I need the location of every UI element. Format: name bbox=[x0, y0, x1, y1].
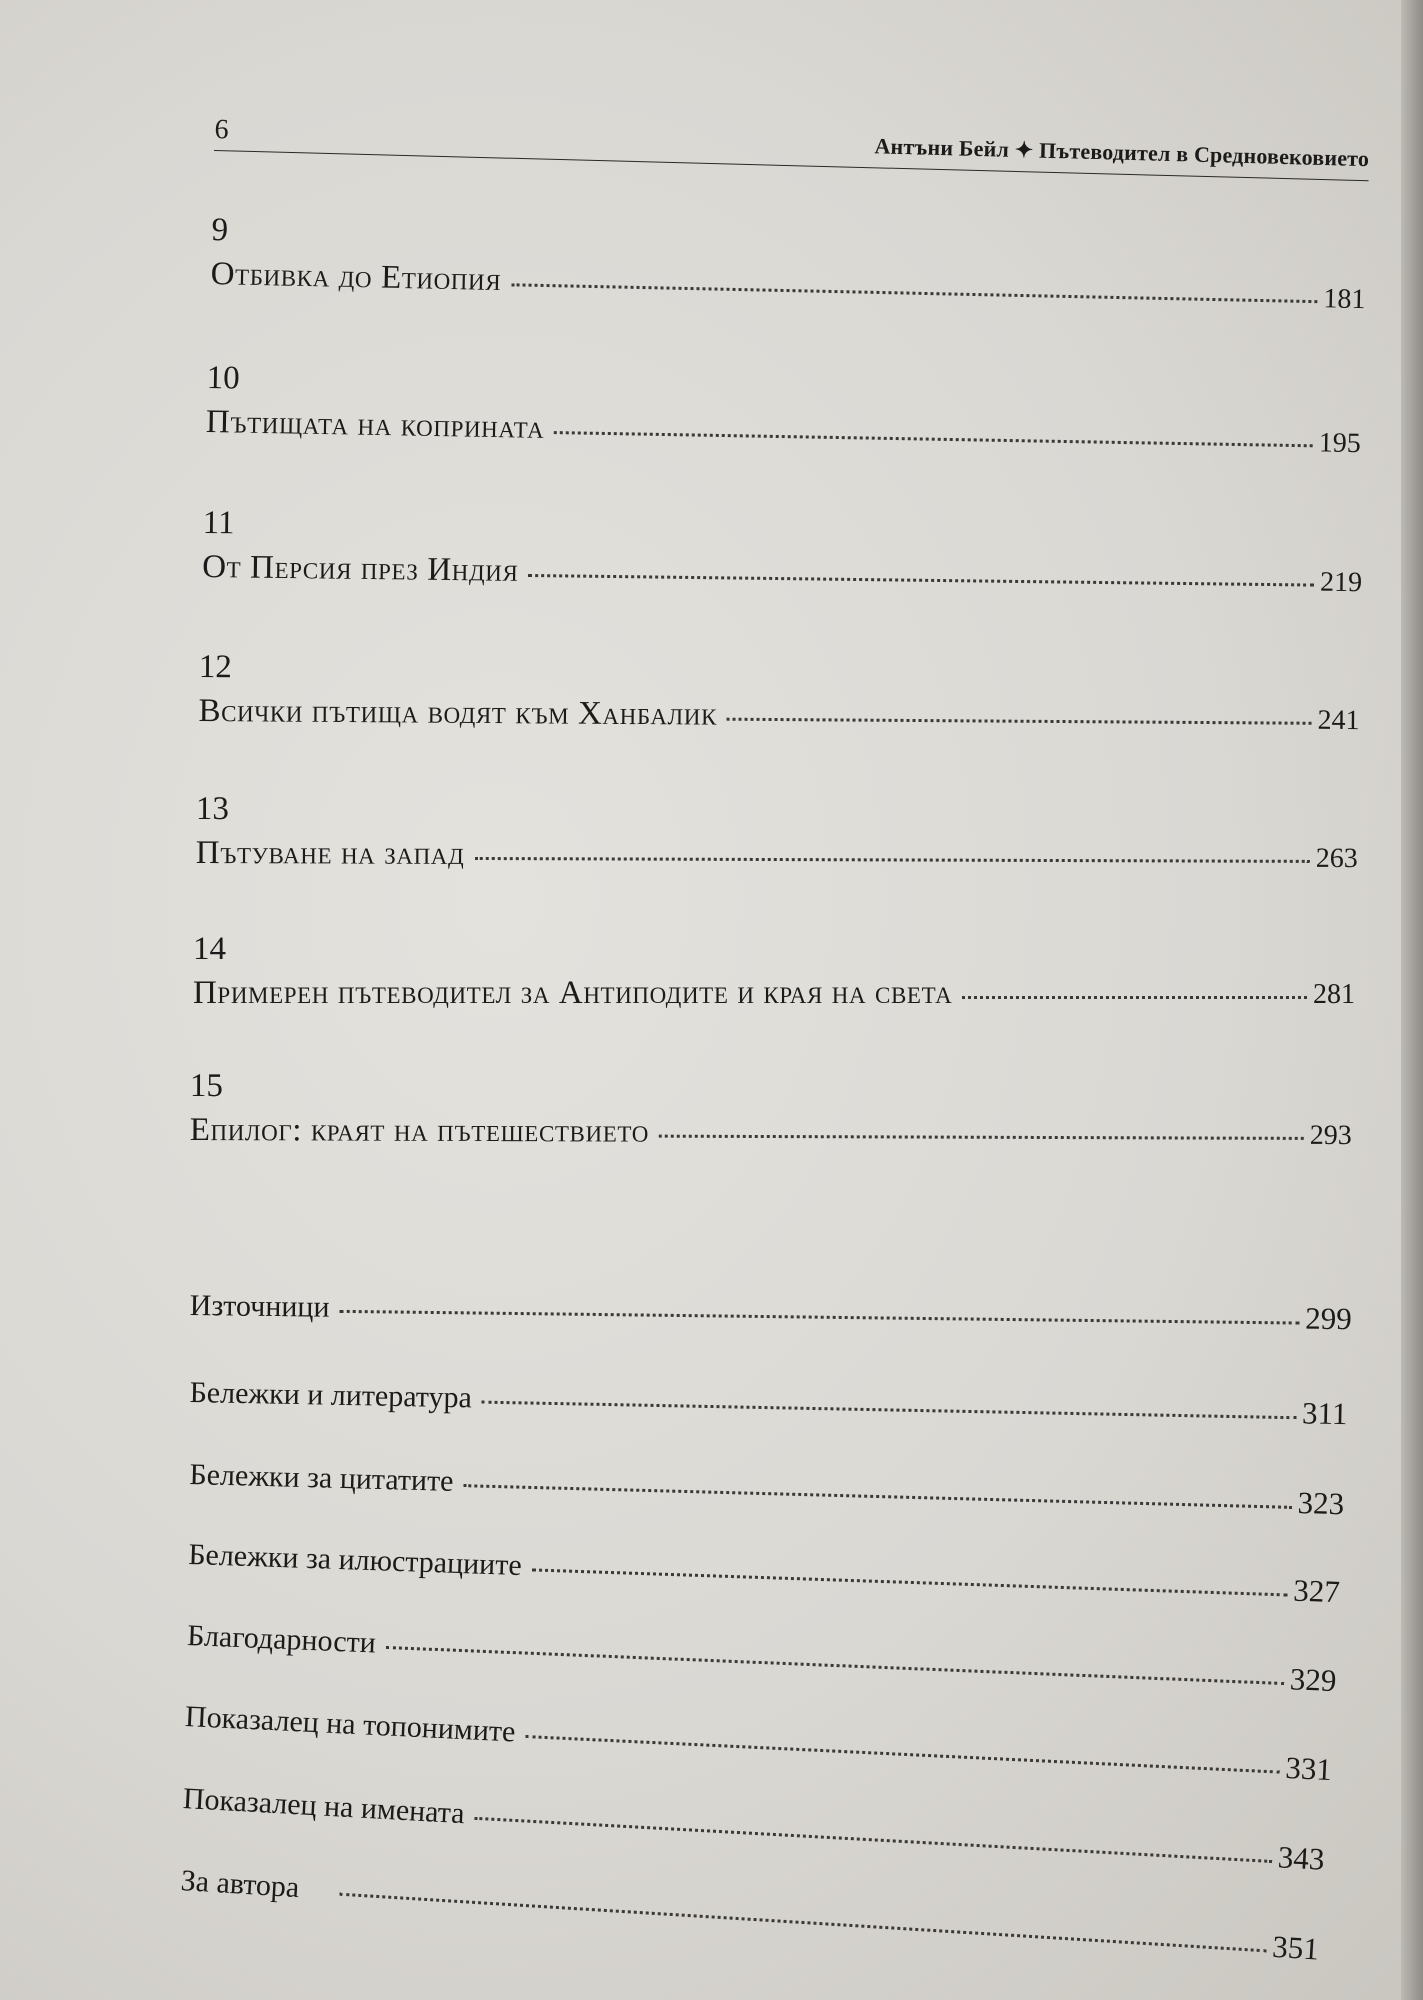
chapter-number: 9 bbox=[211, 212, 229, 249]
toc-entry-line bbox=[198, 693, 1359, 738]
dot-leader bbox=[659, 1135, 1304, 1140]
chapter-title: От Персия през Индия bbox=[202, 548, 519, 589]
entry-page: 323 bbox=[1297, 1485, 1345, 1522]
dot-leader bbox=[482, 1401, 1296, 1420]
chapter-number: 11 bbox=[202, 505, 235, 542]
chapter-number: 15 bbox=[189, 1068, 223, 1105]
dot-leader bbox=[727, 718, 1312, 725]
chapter-number: 13 bbox=[195, 791, 229, 828]
toc-entry-line bbox=[187, 1617, 1338, 1699]
toc-chapter bbox=[202, 505, 1363, 629]
entry-title: Източници bbox=[189, 1288, 330, 1324]
dot-leader bbox=[554, 431, 1312, 447]
dot-leader bbox=[532, 1568, 1288, 1596]
toc-entry-line bbox=[196, 835, 1358, 876]
entry-title: Бележки и литература bbox=[189, 1375, 473, 1415]
chapter-number: 10 bbox=[206, 360, 240, 397]
entry-title: Показалец на топонимите bbox=[184, 1699, 517, 1749]
dot-leader bbox=[528, 574, 1314, 587]
toc-entry-line bbox=[202, 549, 1362, 600]
entry-page: 351 bbox=[1271, 1928, 1320, 1967]
chapter-title: Примерен пътеводител за Антиподите и края на света bbox=[193, 975, 953, 1011]
running-title: Антъни Бейл ✦ Пътеводител в Средновековието bbox=[874, 133, 1370, 172]
back-matter-entry bbox=[184, 1698, 1333, 1802]
chapter-page: 219 bbox=[1319, 566, 1363, 599]
back-matter-entry bbox=[186, 1617, 1337, 1713]
entry-page: 299 bbox=[1304, 1300, 1352, 1337]
chapter-title: Пътуване на запад bbox=[195, 834, 465, 872]
chapter-number: 12 bbox=[198, 649, 232, 686]
toc-chapter bbox=[210, 212, 1367, 346]
back-matter-entry bbox=[189, 1374, 1348, 1446]
toc-entry-line bbox=[193, 975, 1355, 1012]
dot-leader bbox=[386, 1646, 1284, 1685]
chapter-page: 241 bbox=[1317, 704, 1360, 737]
toc-chapter bbox=[190, 1068, 1352, 1182]
dot-leader bbox=[511, 283, 1317, 303]
toc-entry-line bbox=[182, 1780, 1325, 1878]
toc-entry-line bbox=[190, 1287, 1352, 1337]
entry-page: 329 bbox=[1289, 1661, 1338, 1699]
chapter-title: Отбивка до Етиопия bbox=[210, 255, 502, 299]
entry-page: 343 bbox=[1277, 1839, 1326, 1877]
entry-title: Благодарности bbox=[186, 1618, 377, 1660]
dot-leader bbox=[525, 1735, 1279, 1774]
dot-leader bbox=[474, 1817, 1272, 1863]
chapter-page: 281 bbox=[1313, 979, 1355, 1010]
toc-chapter bbox=[205, 360, 1362, 490]
entry-title: Показалец на имената bbox=[182, 1781, 466, 1831]
toc-entry-line bbox=[190, 1112, 1352, 1153]
chapter-number: 14 bbox=[193, 931, 226, 967]
dot-leader bbox=[962, 996, 1307, 999]
page-edge-shadow bbox=[1401, 0, 1423, 2000]
chapter-page: 181 bbox=[1323, 283, 1366, 316]
dot-leader bbox=[474, 857, 1309, 863]
chapter-page: 293 bbox=[1309, 1119, 1352, 1152]
entry-page: 327 bbox=[1292, 1572, 1341, 1610]
dot-leader bbox=[339, 1893, 1266, 1953]
toc-entry-line bbox=[184, 1698, 1332, 1788]
entry-title: Бележки за илюстрациите bbox=[187, 1537, 523, 1583]
entry-page: 331 bbox=[1284, 1749, 1333, 1788]
dot-leader bbox=[339, 1310, 1299, 1325]
chapter-title: Пътищата на коприната bbox=[205, 403, 545, 446]
entry-title: Бележки за цитатите bbox=[189, 1457, 454, 1498]
toc-chapter bbox=[198, 649, 1360, 767]
page-header bbox=[214, 112, 1370, 182]
toc-entry-line bbox=[206, 404, 1361, 461]
entry-page: 311 bbox=[1301, 1395, 1348, 1432]
toc-chapter bbox=[196, 791, 1358, 905]
back-matter-entry bbox=[189, 1456, 1345, 1536]
back-matter-entry bbox=[189, 1287, 1352, 1351]
entry-title: За автора bbox=[179, 1863, 301, 1905]
chapter-page: 195 bbox=[1318, 427, 1361, 460]
page-number: 6 bbox=[214, 113, 229, 146]
chapter-title: Всички пътища водят към Ханбалик bbox=[198, 692, 718, 733]
chapter-page: 263 bbox=[1315, 842, 1358, 875]
toc-chapter bbox=[193, 931, 1355, 1041]
back-matter-entry bbox=[187, 1536, 1340, 1624]
toc-entry-line bbox=[189, 1374, 1347, 1432]
toc-entry-line bbox=[189, 1456, 1345, 1522]
dot-leader bbox=[463, 1484, 1291, 1509]
toc-entry-line bbox=[188, 1536, 1341, 1610]
toc-entry-line bbox=[210, 256, 1366, 317]
chapter-title: Епилог: краят на пътешествието bbox=[189, 1111, 650, 1150]
